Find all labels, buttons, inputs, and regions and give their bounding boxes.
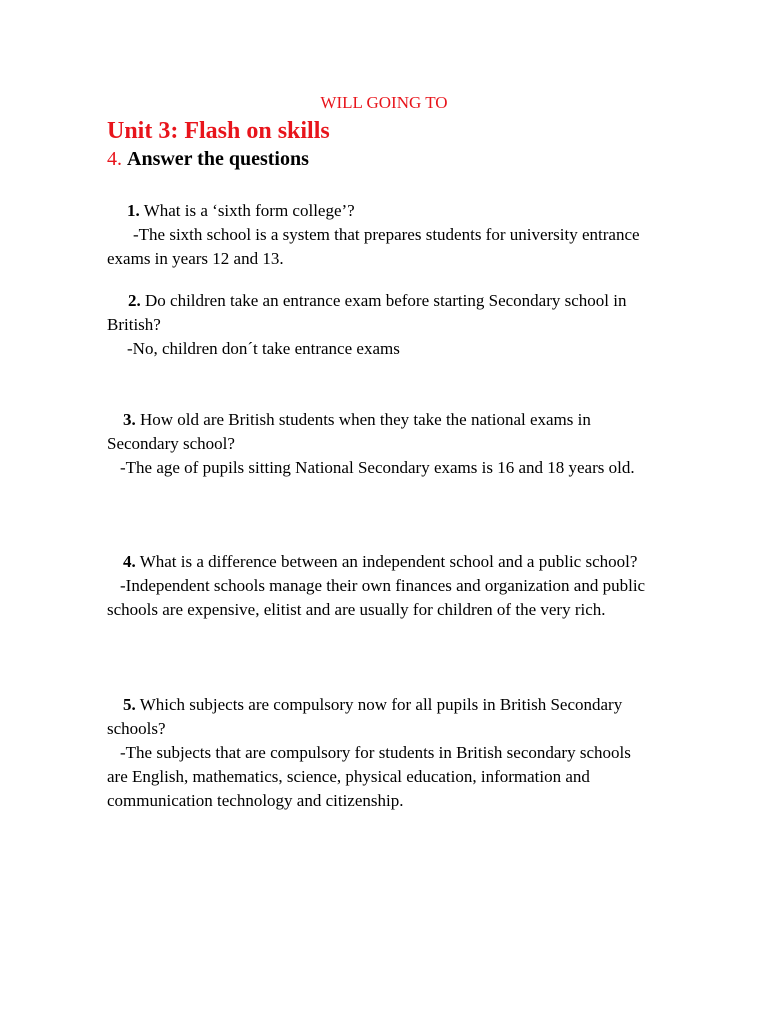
answer-5: -The subjects that are compulsory for students in British secondary schools are English, mathematics, science, physical education, information and communication technology and citizenship. — [107, 743, 631, 810]
qa-item-4 — [107, 550, 647, 622]
answer-1: -The sixth school is a system that prepares students for university entrance exams in years 12 and 13. — [107, 225, 640, 268]
question-1 — [107, 199, 647, 223]
section-number: 4. — [107, 148, 122, 170]
question-number: 3. — [123, 410, 136, 429]
section-title: Answer the questions — [127, 148, 309, 170]
answer-4: -Independent schools manage their own finances and organization and public schools are expensive, elitist and are usually for children of the very rich. — [107, 576, 646, 619]
qa-item-5 — [107, 693, 647, 813]
question-text: What is a ‘sixth form college’? — [143, 201, 355, 220]
question-number: 5. — [123, 695, 136, 714]
question-2 — [107, 289, 647, 337]
question-text: How old are British students when they take the national exams in Secondary school? — [107, 410, 591, 453]
document-top-title: WILL GOING TO — [320, 93, 448, 112]
question-number: 4. — [123, 552, 136, 571]
answer-2: -No, children don´t take entrance exams — [127, 339, 400, 358]
question-text: Do children take an entrance exam before starting Secondary school in British? — [107, 291, 627, 334]
answer-3: -The age of pupils sitting National Secondary exams is 16 and 18 years old. — [120, 458, 635, 477]
section-heading — [107, 146, 309, 172]
qa-item-2 — [107, 289, 647, 361]
question-text: What is a difference between an independent school and a public school? — [139, 552, 638, 571]
qa-item-3 — [107, 408, 647, 480]
question-4 — [107, 550, 647, 574]
qa-item-1 — [107, 199, 647, 271]
question-3 — [107, 408, 647, 456]
unit-title: Unit 3: Flash on skills — [107, 118, 330, 144]
question-number: 1. — [127, 201, 140, 220]
question-number: 2. — [128, 291, 141, 310]
question-text: Which subjects are compulsory now for all pupils in British Secondary schools? — [107, 695, 623, 738]
question-5 — [107, 693, 647, 741]
